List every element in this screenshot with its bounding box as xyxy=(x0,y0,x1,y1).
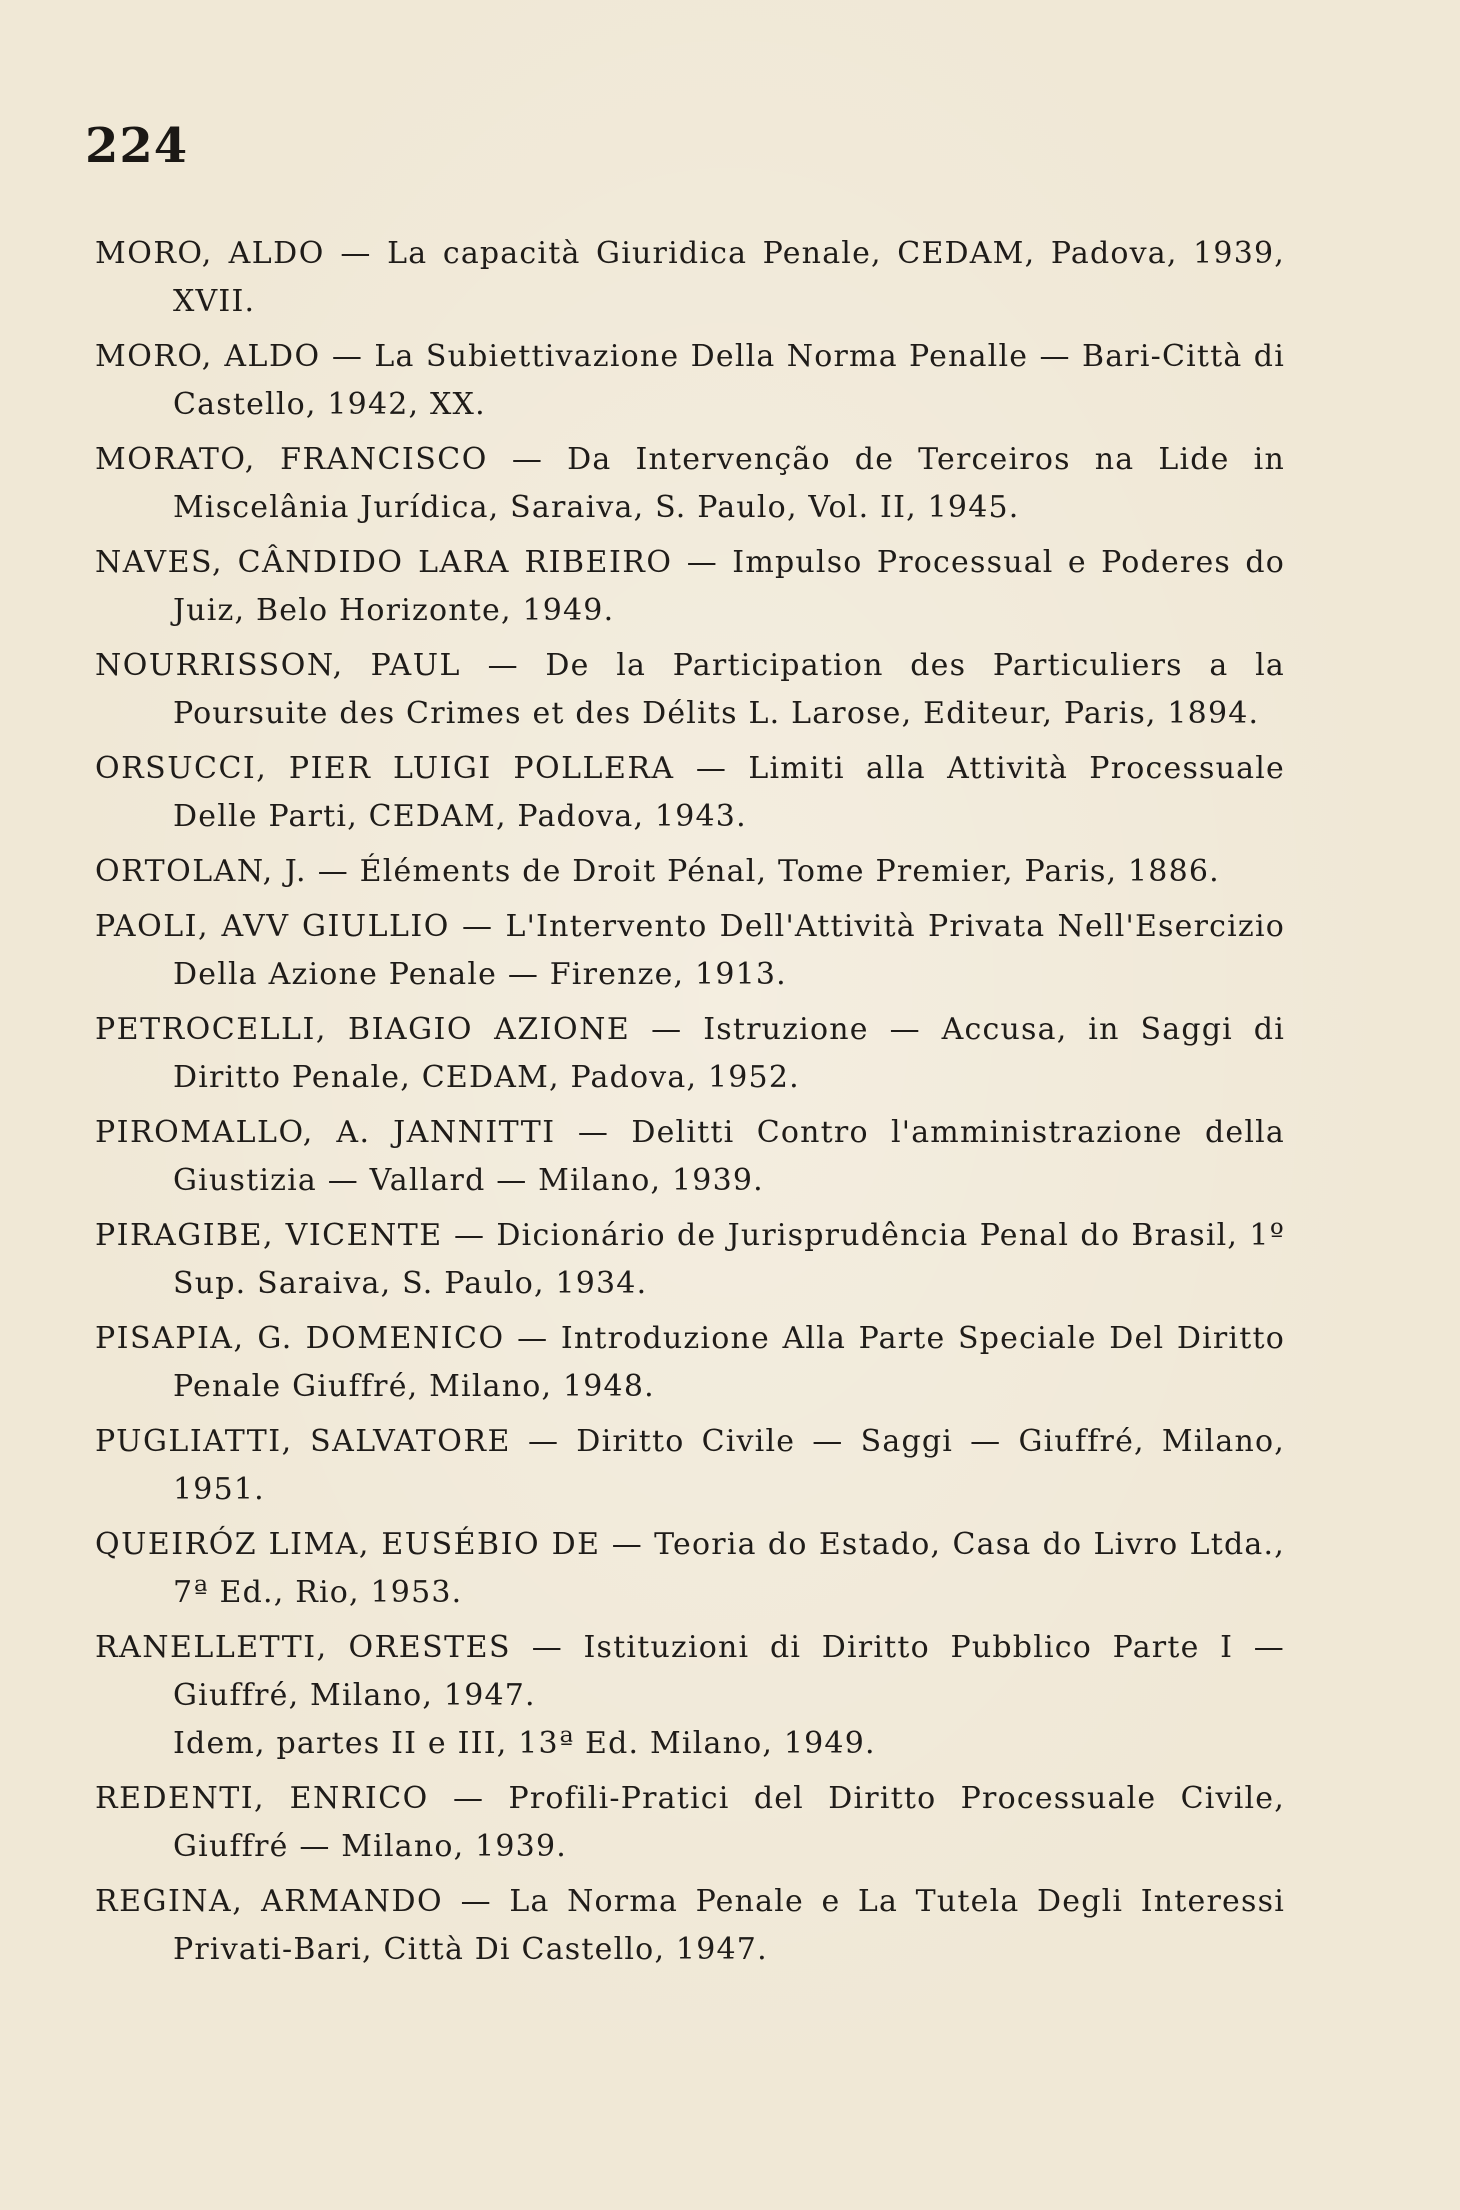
entry-author: PISAPIA, G. DOMENICO xyxy=(95,1321,505,1356)
entry-author: ORTOLAN, J. xyxy=(95,854,307,889)
entry-author: RANELLETTI, ORESTES xyxy=(95,1630,512,1665)
entry-text: — Delitti Contro l'amministrazione della Giustizia — Vallard — Milano, 1939. xyxy=(173,1115,1286,1198)
entry-author: REGINA, ARMANDO xyxy=(95,1884,444,1919)
bibliography-entry xyxy=(95,539,1285,635)
entry-author: PIRAGIBE, VICENTE xyxy=(95,1218,443,1253)
entry-author: PIROMALLO, A. JANNITTI xyxy=(95,1115,556,1150)
bibliography-entry xyxy=(95,1878,1285,1974)
entry-author: PUGLIATTI, SALVATORE xyxy=(95,1424,511,1459)
entry-text: — Profili-Pratici del Diritto Processuale Civile, Giuffré — Milano, 1939. xyxy=(173,1781,1285,1864)
entry-text: — Da Intervenção de Terceiros na Lide in Miscelânia Jurídica, Saraiva, S. Paulo, Vol. II, 1945. xyxy=(173,442,1285,525)
entry-author: NAVES, CÂNDIDO LARA RIBEIRO xyxy=(95,545,673,580)
entry-author: MORO, ALDO xyxy=(95,236,325,271)
bibliography-entry xyxy=(95,333,1285,429)
entry-text: — Teoria do Estado, Casa do Livro Ltda., 7ª Ed., Rio, 1953. xyxy=(173,1527,1285,1610)
entry-author: MORATO, FRANCISCO xyxy=(95,442,488,477)
entry-text: — Impulso Processual e Poderes do Juiz, Belo Horizonte, 1949. xyxy=(173,545,1285,628)
bibliography-entry xyxy=(95,1109,1285,1205)
bibliography-list xyxy=(95,230,1285,1981)
entry-text: — Diritto Civile — Saggi — Giuffré, Milano, 1951. xyxy=(173,1424,1285,1507)
bibliography-entry xyxy=(95,1315,1285,1411)
entry-text: — Istituzioni di Diritto Pubblico Parte I — Giuffré, Milano, 1947. xyxy=(173,1630,1285,1713)
entry-text: — Istruzione — Accusa, in Saggi di Diritto Penale, CEDAM, Padova, 1952. xyxy=(173,1012,1285,1095)
bibliography-entry xyxy=(95,1521,1285,1617)
bibliography-entry xyxy=(95,230,1285,326)
entry-idem: Idem, partes II e III, 13ª Ed. Milano, 1949. xyxy=(173,1726,876,1761)
entry-text: — L'Intervento Dell'Attività Privata Nell'Esercizio Della Azione Penale — Firenze, 1913. xyxy=(173,909,1285,992)
bibliography-entry xyxy=(95,1212,1285,1308)
entry-author: PAOLI, AVV GIULLIO xyxy=(95,909,450,944)
entry-text: — De la Participation des Particuliers a la Poursuite des Crimes et des Délits L. Larose, Editeur, Paris, 1894. xyxy=(173,648,1285,731)
entry-author: MORO, ALDO xyxy=(95,339,321,374)
entry-text: — Éléments de Droit Pénal, Tome Premier, Paris, 1886. xyxy=(306,854,1220,889)
page-number: 224 xyxy=(85,118,189,174)
entry-author: PETROCELLI, BIAGIO AZIONE xyxy=(95,1012,631,1047)
bibliography-entry xyxy=(95,848,1285,896)
entry-author: QUEIRÓZ LIMA, EUSÉBIO DE xyxy=(95,1527,601,1562)
entry-text: — Dicionário de Jurisprudência Penal do Brasil, 1º Sup. Saraiva, S. Paulo, 1934. xyxy=(173,1218,1286,1301)
entry-text: — Introduzione Alla Parte Speciale Del Diritto Penale Giuffré, Milano, 1948. xyxy=(173,1321,1285,1404)
bibliography-entry xyxy=(95,1775,1285,1871)
bibliography-entry xyxy=(95,1418,1285,1514)
entry-text: — La Norma Penale e La Tutela Degli Interessi Privati-Bari, Città Di Castello, 1947. xyxy=(173,1884,1285,1967)
entry-text: — La capacità Giuridica Penale, CEDAM, Padova, 1939, XVII. xyxy=(173,236,1286,319)
bibliography-entry xyxy=(95,436,1285,532)
bibliography-entry xyxy=(95,642,1285,738)
bibliography-entry xyxy=(95,1006,1285,1102)
bibliography-entry xyxy=(95,1624,1285,1768)
bibliography-entry xyxy=(95,903,1285,999)
entry-text: — Limiti alla Attività Processuale Delle Parti, CEDAM, Padova, 1943. xyxy=(173,751,1285,834)
entry-author: ORSUCCI, PIER LUIGI POLLERA xyxy=(95,751,675,786)
entry-text: — La Subiettivazione Della Norma Penalle — Bari-Città di Castello, 1942, XX. xyxy=(173,339,1285,422)
bibliography-entry xyxy=(95,745,1285,841)
entry-author: REDENTI, ENRICO xyxy=(95,1781,429,1816)
entry-author: NOURRISSON, PAUL xyxy=(95,648,461,683)
